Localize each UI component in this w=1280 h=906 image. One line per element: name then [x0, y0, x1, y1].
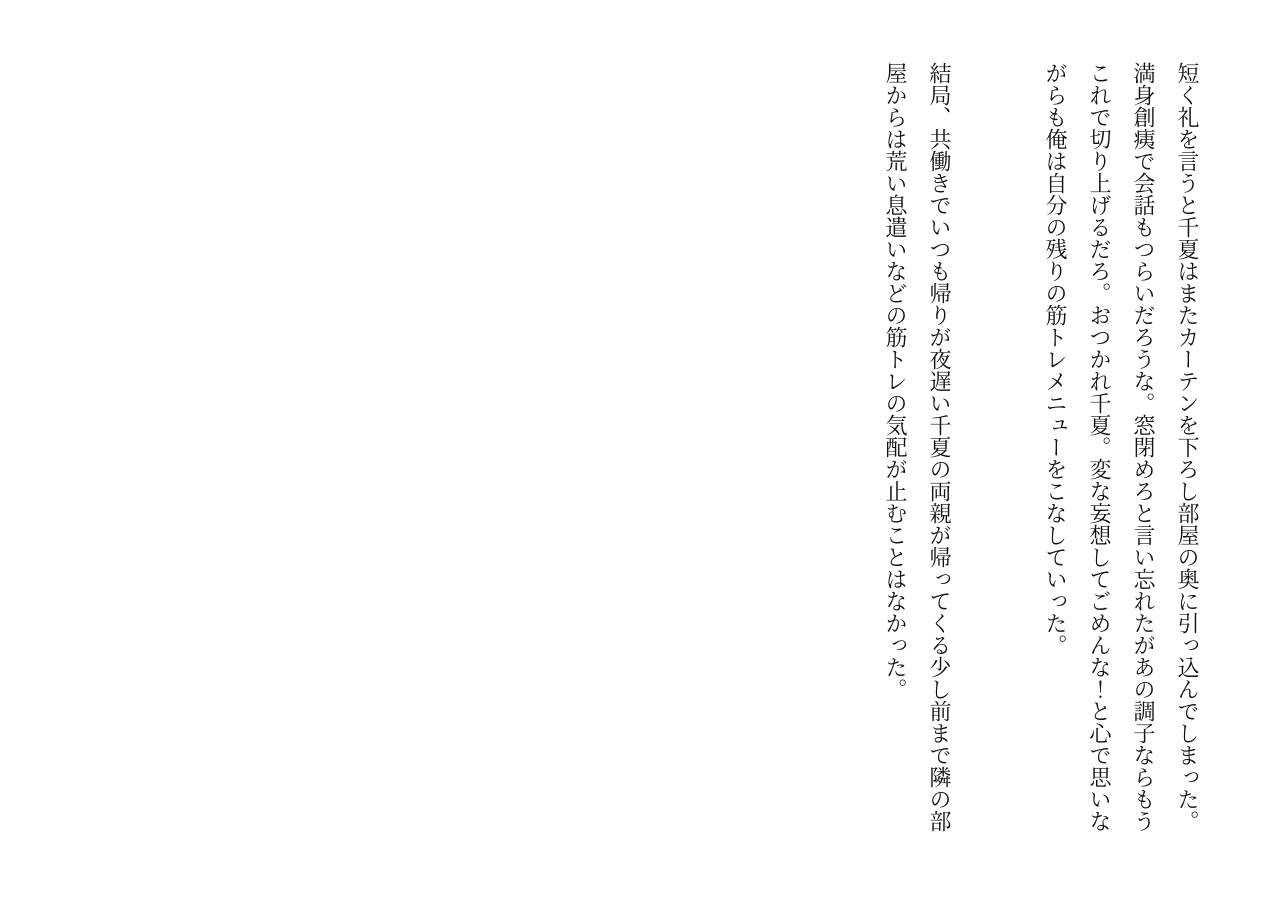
- text-line: 結局、共働きでいつも帰りが夜遅い千夏の両親が帰ってくる少し前まで隣の部: [927, 62, 952, 832]
- text-line: 満身創痍で会話もつらいだろうな。窓閉めろと言い忘れたがあの調子ならもう: [1131, 62, 1156, 832]
- text-line: 短く礼を言うと千夏はまたカーテンを下ろし部屋の奥に引っ込んでしまった。: [1175, 62, 1200, 832]
- page-text: [873, 62, 1209, 862]
- paragraph-2: [873, 62, 961, 862]
- text-line: がらも俺は自分の残りの筋トレメニューをこなしていった。: [1043, 62, 1068, 656]
- paragraph-1: [1033, 62, 1209, 862]
- text-line: 屋からは荒い息遣いなどの筋トレの気配が止むことはなかった。: [883, 62, 908, 700]
- text-line: これで切り上げるだろ。おつかれ千夏。変な妄想してごめんな！と心で思いな: [1087, 62, 1112, 832]
